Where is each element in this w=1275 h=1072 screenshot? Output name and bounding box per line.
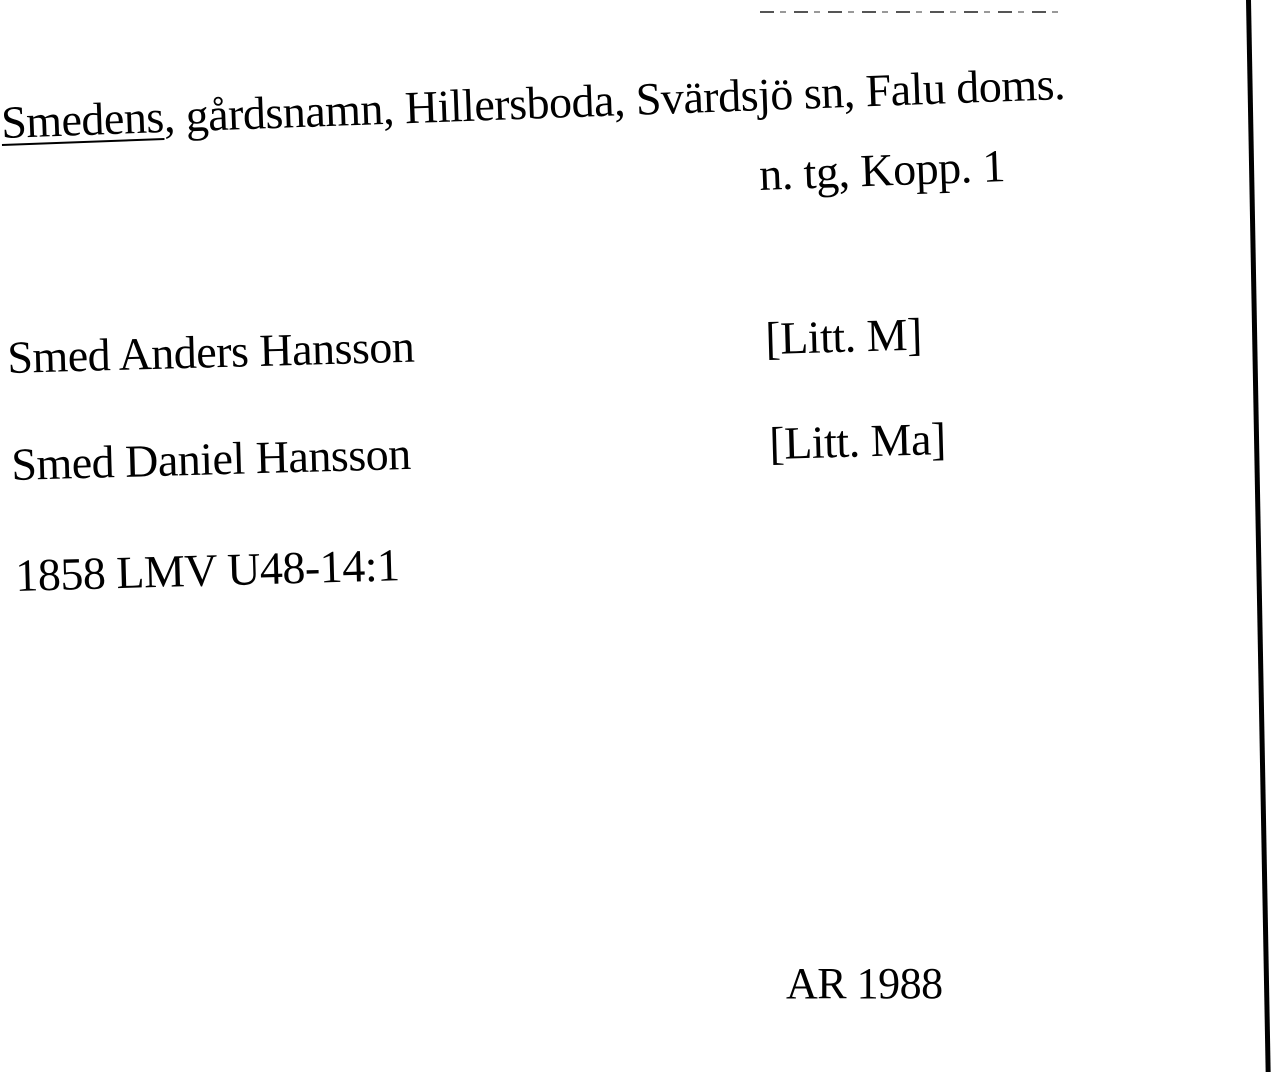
entry-reference: [Litt. Ma] xyxy=(768,413,947,469)
scan-mark xyxy=(760,11,1060,13)
card-edge-line xyxy=(1246,0,1271,1072)
heading-line xyxy=(0,58,1066,148)
source-reference: 1858 LMV U48-14:1 xyxy=(14,539,401,601)
entry-name: Smed Daniel Hansson xyxy=(10,427,412,490)
headword: Smedens xyxy=(0,91,165,148)
heading-subline: n. tg, Kopp. 1 xyxy=(758,140,1006,200)
entry-reference: [Litt. M] xyxy=(764,308,923,364)
signature-initials: AR 1988 xyxy=(786,959,943,1008)
entry-name: Smed Anders Hansson xyxy=(6,320,415,383)
heading-description: , gårdsnamn, Hillersboda, Svärdsjö sn, Falu doms. xyxy=(162,58,1066,143)
